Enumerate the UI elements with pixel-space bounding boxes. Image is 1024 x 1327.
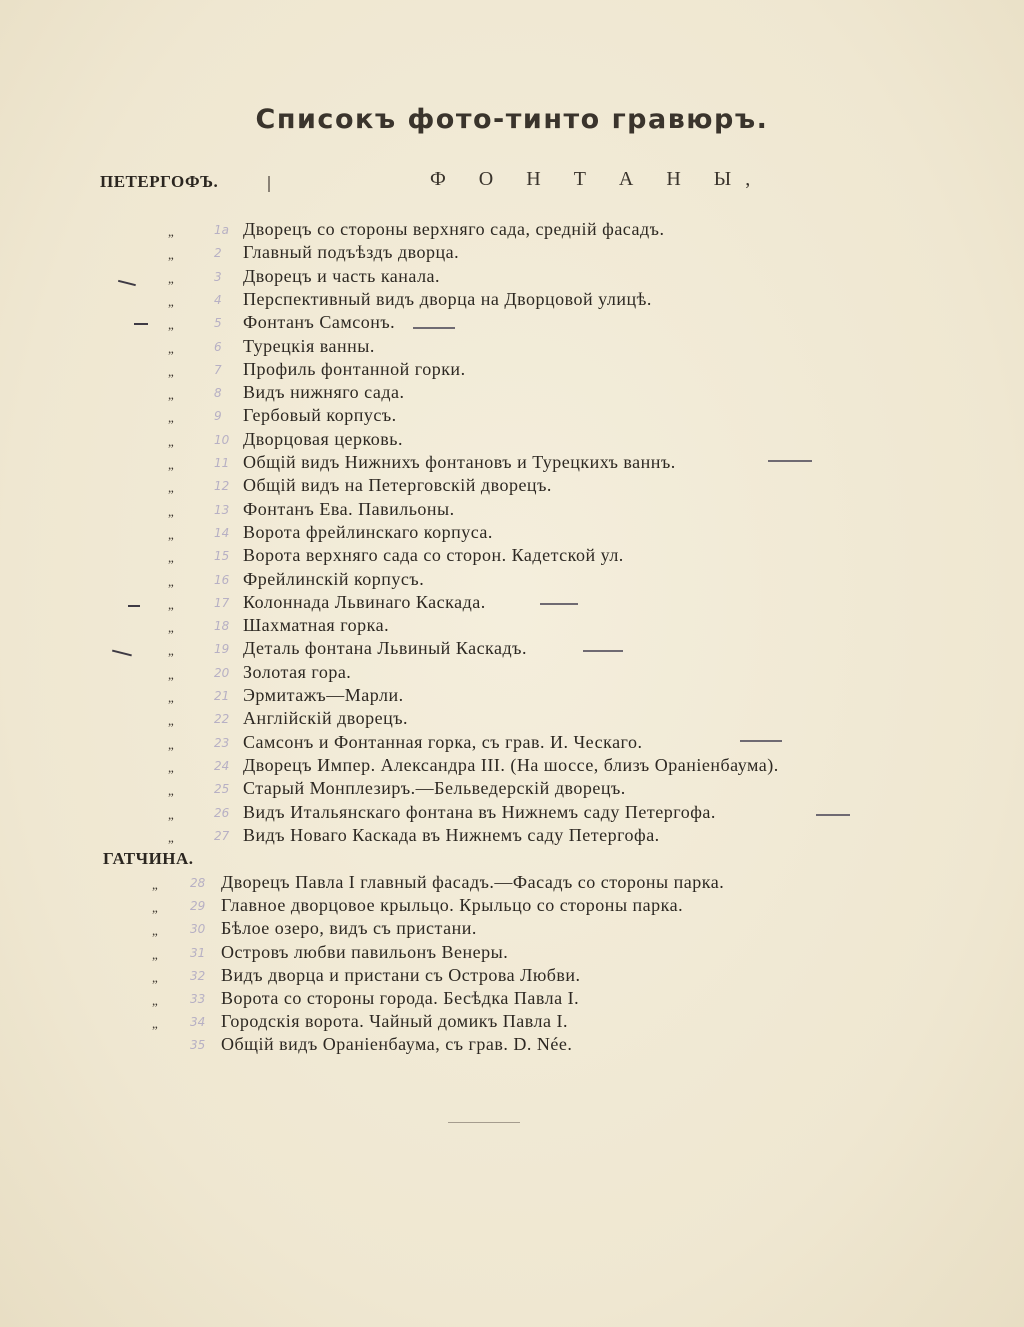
- item-title: Золотая гора.: [243, 661, 352, 682]
- ditto-mark: „: [168, 620, 174, 636]
- item-title: Общій видъ на Петерговскій дворецъ.: [243, 475, 552, 496]
- item-number: 6: [214, 339, 222, 354]
- item-number: 29: [190, 899, 206, 914]
- list-item: [0, 894, 1024, 917]
- list-item: [0, 661, 1024, 684]
- list-item: [0, 241, 1024, 264]
- closing-rule: [448, 1122, 520, 1123]
- ditto-mark: „: [168, 526, 174, 542]
- item-number: 33: [190, 992, 206, 1006]
- ditto-mark: „: [168, 713, 174, 729]
- item-number: 23: [214, 735, 230, 750]
- list-item: [0, 707, 1024, 730]
- list-item: [0, 381, 1024, 404]
- item-title: Ворота со стороны города. Бесѣдка Павла I.: [221, 988, 580, 1008]
- item-title: Бѣлое озеро, видъ съ пристани.: [221, 918, 477, 939]
- item-number: 32: [190, 968, 206, 983]
- item-title: Деталь фонтана Львиный Каскадъ.: [243, 638, 527, 659]
- item-number: 30: [190, 922, 206, 937]
- item-title: Перспективный видъ дворца на Дворцовой улицѣ.: [243, 288, 652, 309]
- item-title: Дворцовая церковь.: [243, 428, 403, 449]
- item-number: 3: [214, 269, 222, 284]
- ditto-mark: „: [152, 993, 158, 1008]
- ditto-mark: „: [168, 270, 174, 286]
- item-number: 19: [214, 642, 230, 657]
- pencil-mark: [540, 603, 578, 605]
- item-title: Видъ Новаго Каскада въ Нижнемъ саду Петергофа.: [243, 824, 660, 845]
- item-number: 13: [214, 502, 230, 517]
- item-number: 12: [214, 479, 230, 494]
- city-heading-gatchina: ГАТЧИНА.: [103, 849, 194, 868]
- ditto-mark: „: [168, 340, 174, 356]
- item-number: 22: [214, 712, 230, 727]
- item-number: 11: [214, 456, 230, 470]
- pencil-mark: [768, 460, 812, 462]
- list-item: [0, 637, 1024, 660]
- section-heading: Ф О Н Т А Н Ы,: [430, 168, 765, 190]
- ditto-mark: „: [168, 596, 174, 612]
- pencil-mark: [816, 814, 850, 816]
- ditto-mark: „: [168, 550, 174, 566]
- item-title: Главное дворцовое крыльцо. Крыльцо со стороны парка.: [221, 895, 684, 916]
- item-title: Дворецъ Импер. Александра III. (На шоссе, близъ Ораніенбаума).: [243, 754, 779, 775]
- item-number: 24: [214, 758, 230, 773]
- ditto-mark: „: [152, 1016, 158, 1032]
- item-title: Самсонъ и Фонтанная горка, съ грав. И. Ческаго.: [243, 731, 643, 752]
- item-number: 18: [214, 619, 230, 634]
- item-title: Фрейлинскій корпусъ.: [243, 568, 425, 589]
- item-number: 17: [214, 595, 230, 610]
- list-item: [0, 777, 1024, 800]
- pencil-mark: [413, 327, 455, 329]
- item-title: Видъ дворца и пристани съ Острова Любви.: [221, 964, 581, 985]
- ditto-mark: „: [168, 224, 174, 239]
- item-title: Общій видъ Нижнихъ фонтановъ и Турецкихъ ваннъ.: [243, 452, 676, 472]
- pencil-mark: [583, 650, 623, 652]
- list-item: [0, 941, 1024, 964]
- item-number: 1а: [214, 223, 229, 237]
- item-number: 2: [214, 246, 222, 261]
- item-number: 15: [214, 549, 230, 564]
- item-title: Старый Монплезиръ.—Бельведерскій дворецъ.: [243, 778, 626, 799]
- list-item: [0, 404, 1024, 427]
- list-item: [0, 218, 1024, 241]
- pencil-mark: [134, 323, 148, 325]
- ditto-mark: „: [168, 363, 174, 379]
- list-item: [0, 614, 1024, 637]
- ditto-mark: „: [168, 783, 174, 799]
- item-number: 21: [214, 689, 230, 703]
- item-title: Профиль фонтанной горки.: [243, 358, 466, 379]
- list-item: [0, 265, 1024, 288]
- item-title: Общій видъ Ораніенбаума, съ грав. D. Née.: [221, 1034, 573, 1055]
- ditto-mark: „: [168, 457, 174, 472]
- city-heading-peterhof: ПЕТЕРГОФЪ.: [100, 172, 219, 191]
- ditto-mark: „: [168, 317, 174, 333]
- item-title: Ворота фрейлинскаго корпуса.: [243, 521, 493, 542]
- margin-bar-mark: [268, 176, 270, 192]
- item-number: 34: [190, 1015, 206, 1030]
- list-item: [0, 428, 1024, 451]
- ditto-mark: „: [168, 410, 174, 426]
- list-item: [0, 311, 1024, 334]
- list-item: [0, 568, 1024, 591]
- list-item: [0, 498, 1024, 521]
- item-number: 35: [190, 1038, 206, 1053]
- ditto-mark: „: [168, 806, 174, 822]
- ditto-mark: „: [168, 503, 174, 519]
- item-title: Видъ нижняго сада.: [243, 382, 405, 403]
- item-title: Дворецъ со стороны верхняго сада, средній фасадъ.: [243, 219, 665, 239]
- item-number: 7: [214, 362, 222, 377]
- item-number: 31: [190, 945, 206, 960]
- ditto-mark: „: [168, 829, 174, 845]
- item-title: Англійскій дворецъ.: [243, 708, 409, 729]
- item-number: 5: [214, 316, 222, 331]
- item-title: Дворецъ и часть канала.: [243, 265, 441, 286]
- item-number: 20: [214, 665, 230, 680]
- ditto-mark: „: [152, 900, 158, 916]
- page-title: Списокъ фото-тинто гравюръ.: [255, 104, 769, 135]
- item-title: Ворота верхняго сада со сторон. Кадетской ул.: [243, 545, 624, 566]
- list-item: [0, 544, 1024, 567]
- ditto-mark: „: [152, 877, 158, 892]
- item-title: Турецкія ванны.: [243, 335, 375, 356]
- ditto-mark: „: [168, 573, 174, 589]
- ditto-mark: „: [152, 923, 158, 939]
- ditto-mark: „: [152, 969, 158, 985]
- ditto-mark: „: [168, 666, 174, 682]
- list-item: [0, 871, 1024, 894]
- list-item: [0, 451, 1024, 474]
- list-item: [0, 731, 1024, 754]
- item-title: Эрмитажъ—Марли.: [243, 685, 404, 705]
- list-item: [0, 288, 1024, 311]
- ditto-mark: „: [168, 736, 174, 752]
- pencil-mark: [740, 740, 782, 742]
- list-item: [0, 358, 1024, 381]
- item-title: Фонтанъ Ева. Павильоны.: [243, 498, 455, 519]
- list-item: [0, 474, 1024, 497]
- ditto-mark: „: [152, 946, 158, 962]
- ditto-mark: „: [168, 247, 174, 263]
- list-item: [0, 521, 1024, 544]
- item-number: 25: [214, 782, 230, 797]
- item-number: 28: [190, 876, 206, 890]
- item-number: 16: [214, 572, 230, 587]
- list-item: [0, 964, 1024, 987]
- list-item: [0, 591, 1024, 614]
- list-item: [0, 684, 1024, 707]
- item-title: Шахматная горка.: [243, 615, 390, 636]
- list-item: [0, 1033, 1024, 1056]
- item-number: 14: [214, 525, 230, 540]
- list-item: [0, 987, 1024, 1010]
- ditto-mark: „: [168, 690, 174, 705]
- list-item: [0, 917, 1024, 940]
- item-title: Дворецъ Павла I главный фасадъ.—Фасадъ со стороны парка.: [221, 872, 725, 892]
- item-title: Гербовый корпусъ.: [243, 405, 397, 426]
- ditto-mark: „: [168, 480, 174, 496]
- item-title: Островъ любви павильонъ Венеры.: [221, 941, 509, 962]
- list-item: [0, 335, 1024, 358]
- item-title: Видъ Итальянскаго фонтана въ Нижнемъ саду Петергофа.: [243, 801, 716, 822]
- item-number: 27: [214, 828, 230, 843]
- list-item: [0, 801, 1024, 824]
- list-item: [0, 824, 1024, 847]
- item-number: 26: [214, 805, 230, 820]
- list-item: [0, 1010, 1024, 1033]
- item-title: Городскія ворота. Чайный домикъ Павла I.: [221, 1011, 568, 1032]
- ditto-mark: „: [168, 293, 174, 309]
- item-number: 10: [214, 432, 230, 447]
- ditto-mark: „: [168, 387, 174, 403]
- item-title: Главный подъѣздъ дворца.: [243, 242, 460, 263]
- ditto-mark: „: [168, 433, 174, 449]
- item-number: 9: [214, 409, 222, 424]
- item-title: Колоннада Львинаго Каскада.: [243, 591, 486, 612]
- pencil-mark: [128, 605, 140, 607]
- list-item: [0, 754, 1024, 777]
- item-number: 8: [214, 386, 222, 401]
- ditto-mark: „: [168, 759, 174, 775]
- ditto-mark: „: [168, 643, 174, 659]
- item-title: Фонтанъ Самсонъ.: [243, 312, 396, 333]
- item-number: 4: [214, 292, 222, 307]
